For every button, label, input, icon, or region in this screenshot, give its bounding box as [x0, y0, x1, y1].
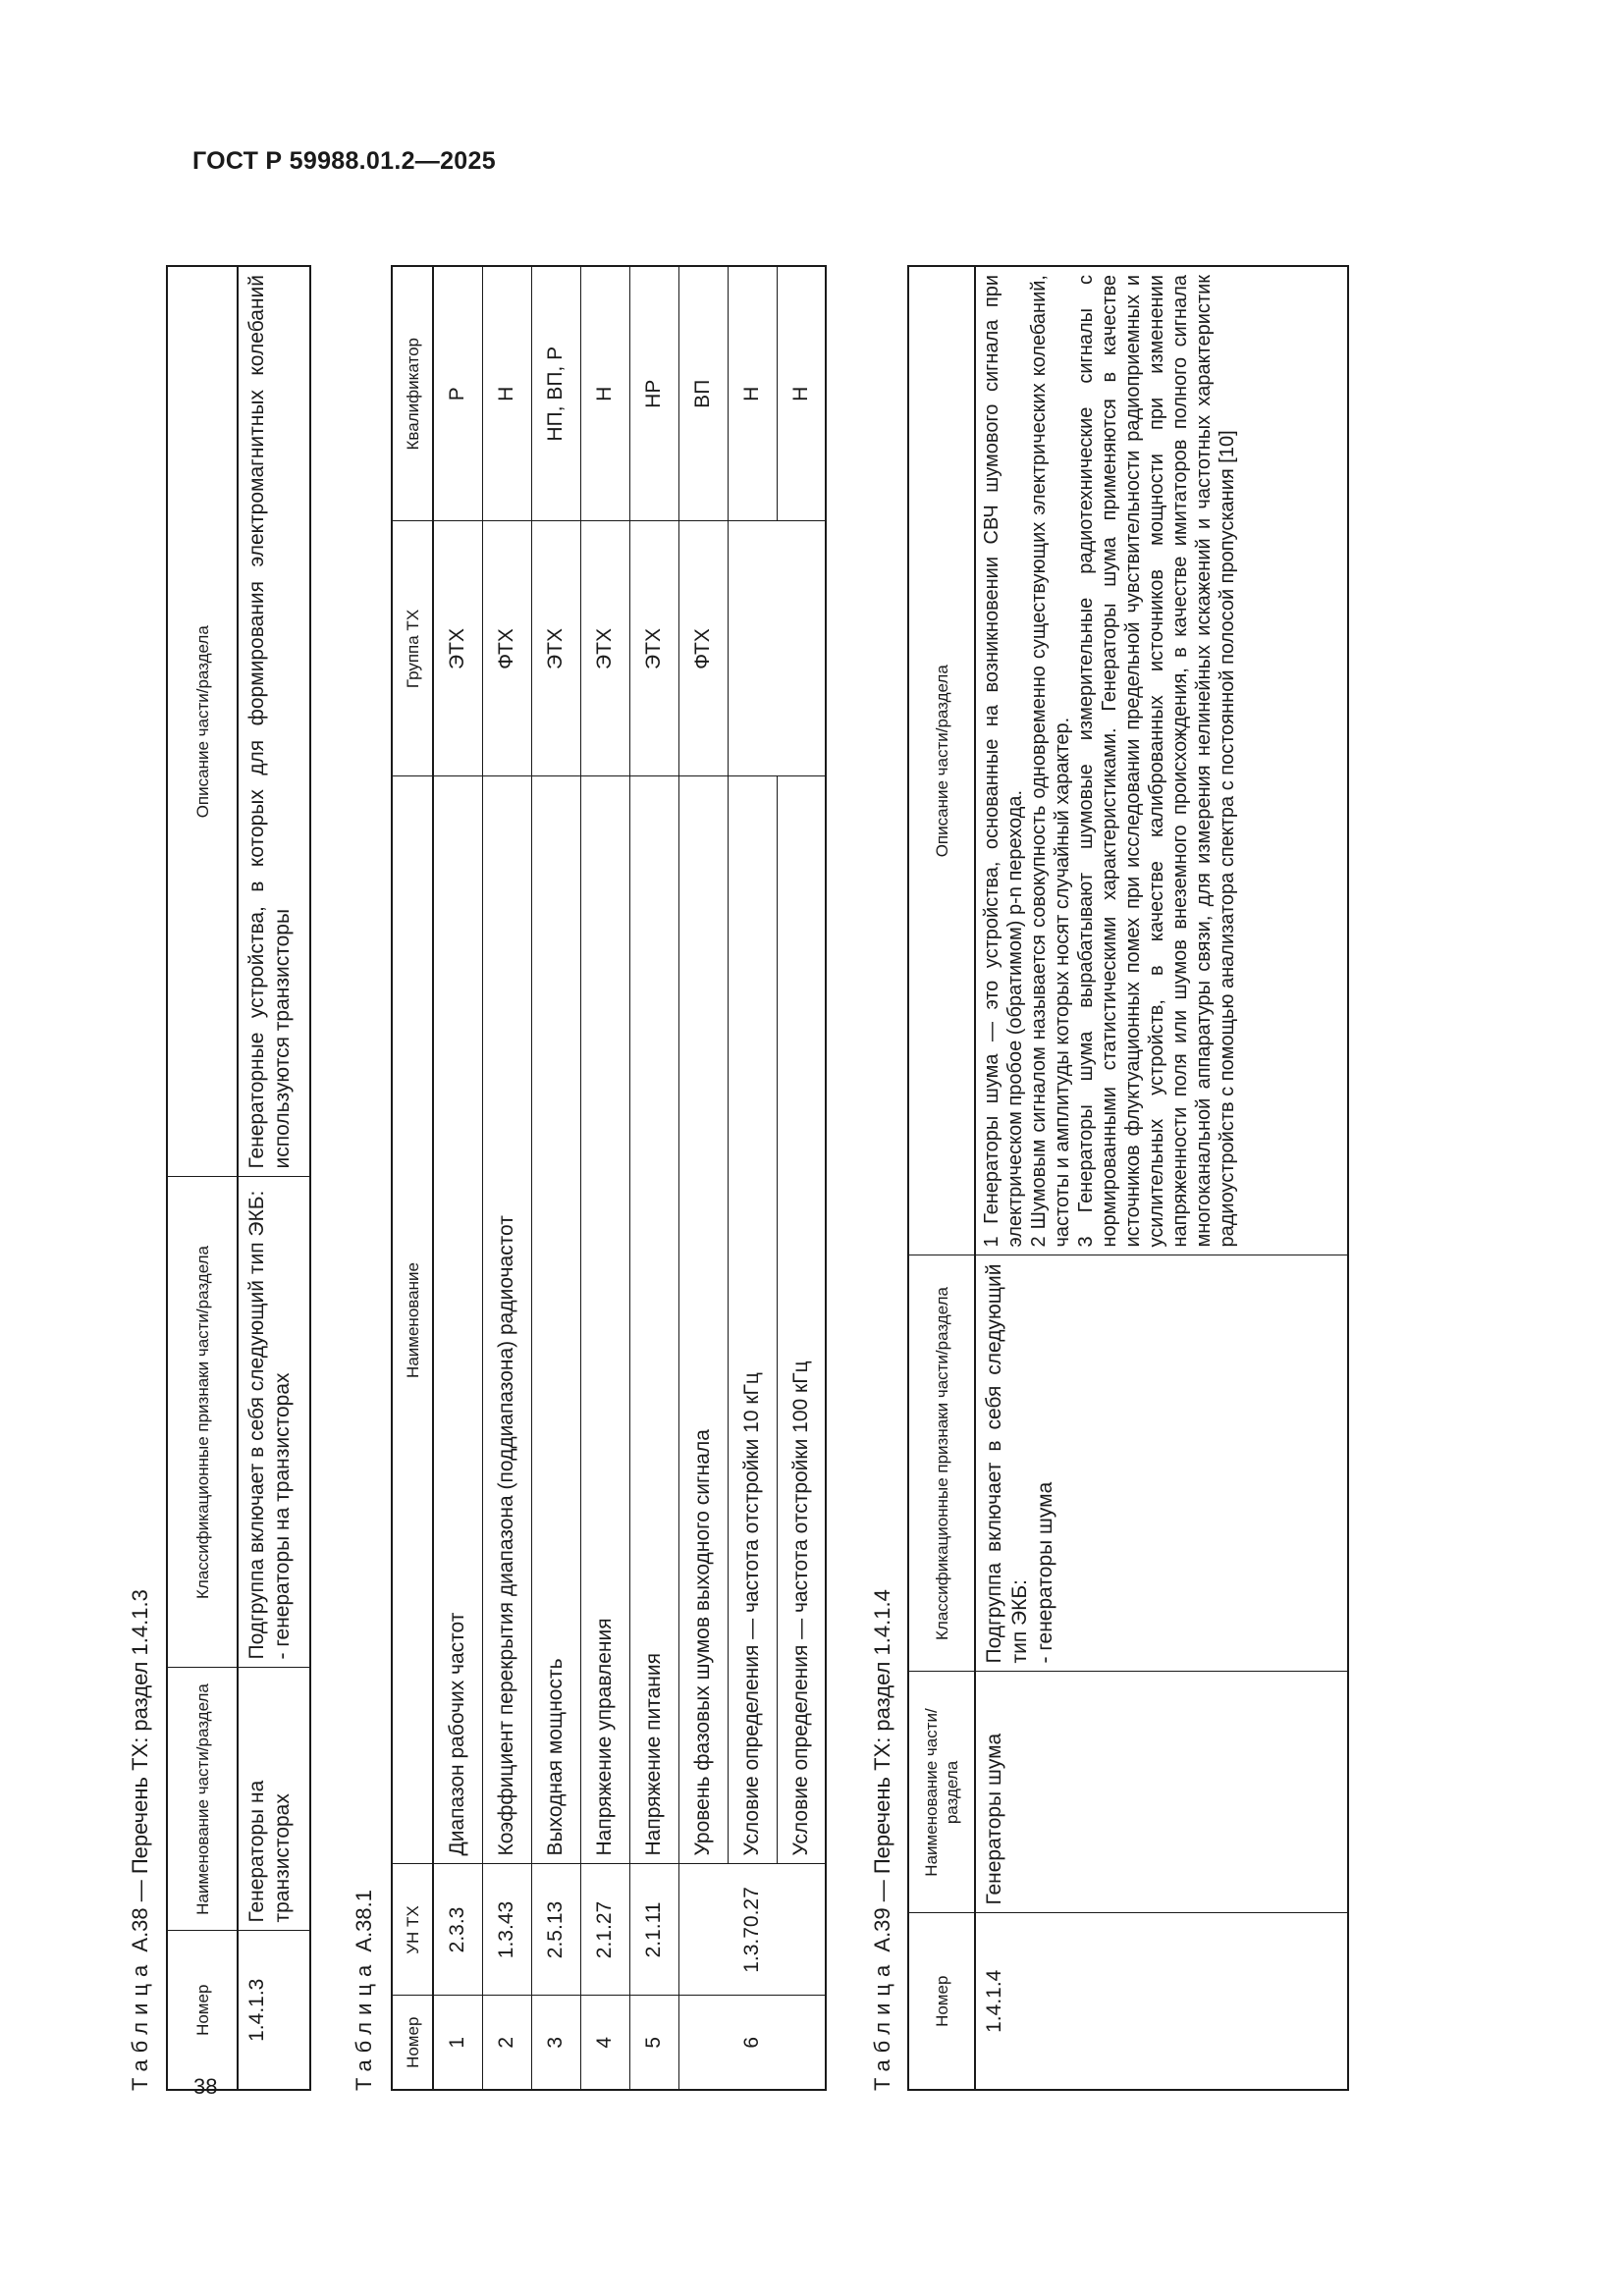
cell-qualifier: НР: [629, 266, 678, 521]
caption-text: А.39 — Перечень ТХ: раздел 1.4.1.4: [870, 1589, 894, 1952]
features-text: Подгруппа включает в себя следующий тип ЭКБ:: [983, 1263, 1031, 1664]
header-un-tx: УН ТХ: [392, 1864, 433, 1996]
cell-un-tx: 2.1.27: [580, 1864, 629, 1996]
description-paragraph-1: 1 Генераторы шума — это устройства, основанные на возникновении СВЧ шумового сигнала при электрическом пробое (обратимом) p-n перехода.: [981, 275, 1026, 1248]
cell-qualifier: Р: [433, 266, 482, 521]
table-row: [482, 266, 531, 2090]
header-name: Наименование: [392, 776, 433, 1864]
cell-group: ФТХ: [482, 521, 531, 776]
table-row: [728, 266, 777, 2090]
cell-number: 4: [580, 1996, 629, 2090]
cell-features: [238, 1177, 310, 1668]
header-features: Классификационные признаки части/раздела: [908, 1255, 975, 1672]
cell-un-tx: 2.5.13: [531, 1864, 580, 1996]
document-header: ГОСТ Р 59988.01.2—2025: [192, 147, 496, 175]
cell-features: [975, 1255, 1348, 1672]
caption-text: А.38.1: [352, 1890, 376, 1952]
cell-group: ЭТХ: [629, 521, 678, 776]
caption-prefix: Таблица: [128, 1957, 152, 2091]
table-a38-caption: [128, 1589, 153, 2091]
features-item: - генераторы на транзисторах: [271, 1372, 294, 1660]
table-row: [975, 266, 1348, 2090]
table-row: [580, 266, 629, 2090]
table-a38-1: [391, 265, 827, 2091]
cell-name: Выходная мощность: [531, 776, 580, 1864]
cell-number: 1.4.1.4: [975, 1913, 1348, 2090]
cell-name: Коэффициент перекрытия диапазона (поддиапазона) радиочастот: [482, 776, 531, 1864]
header-description: Описание части/раздела: [908, 266, 975, 1255]
table-header-row: [167, 266, 238, 2090]
caption-prefix: Таблица: [352, 1957, 376, 2091]
header-features: Классификационные признаки части/раздела: [167, 1177, 238, 1668]
page-number: 38: [193, 2074, 218, 2099]
cell-group: ЭТХ: [531, 521, 580, 776]
cell-name: Условие определения — частота отстройки 10 кГц: [728, 776, 777, 1864]
cell-un-tx: 2.3.3: [433, 1864, 482, 1996]
table-row: [629, 266, 678, 2090]
table-row: [678, 266, 728, 2090]
cell-un-tx: 2.1.11: [629, 1864, 678, 1996]
table-row: [238, 266, 310, 2090]
header-group-tx: Группа ТХ: [392, 521, 433, 776]
cell-number: 1.4.1.3: [238, 1931, 310, 2090]
cell-qualifier: НП, ВП, Р: [531, 266, 580, 521]
table-row: [433, 266, 482, 2090]
cell-qualifier: Н: [728, 266, 777, 521]
table-a39: [907, 265, 1349, 2091]
cell-description: [975, 266, 1348, 1255]
cell-qualifier: ВП: [678, 266, 728, 521]
features-text: Подгруппа включает в себя следующий тип ЭКБ:: [245, 1190, 268, 1660]
cell-name: Условие определения — частота отстройки 100 кГц: [777, 776, 826, 1864]
features-item: - генераторы шума: [1034, 1481, 1056, 1664]
cell-number: 2: [482, 1996, 531, 2090]
cell-qualifier: Н: [580, 266, 629, 521]
table-header-row: [908, 266, 975, 2090]
cell-un-tx: 1.3.70.27: [678, 1864, 826, 1996]
cell-number: 6: [678, 1996, 826, 2090]
table-row: [531, 266, 580, 2090]
cell-name: Генераторы шума: [975, 1672, 1348, 1913]
description-paragraph-3: 3 Генераторы шума вырабатывают шумовые измерительные радиотехнические сигналы с нормированными статистическими характеристиками. Генераторы шума применяются в качестве источников флуктуационных помех при исследовании предельной чувствительности радиоприемных и усилительных устройств, в качестве калиброванных источников мощности при изменении напряженности поля или шумов внеземного происхождения, в качестве имитаторов полного сигнала многоканальной аппаратуры связи, для измерения нелинейных искажений и частотных характеристик радиоустройств с помощью анализатора спектра с постоянной полосой пропускания [10]: [1075, 275, 1238, 1248]
header-number: Номер: [392, 1996, 433, 2090]
cell-group: ЭТХ: [580, 521, 629, 776]
cell-name: Напряжение питания: [629, 776, 678, 1864]
cell-number: 1: [433, 1996, 482, 2090]
header-description: Описание части/раздела: [167, 266, 238, 1177]
description-paragraph-2: 2 Шумовым сигналом называется совокупность одновременно существующих электрических колебаний, частоты и амплитуды которых носят случайный характер.: [1028, 275, 1073, 1248]
table-a39-caption: [870, 1589, 895, 2091]
caption-text: А.38 — Перечень ТХ: раздел 1.4.1.3: [128, 1589, 152, 1952]
cell-name: Генераторы на транзисторах: [238, 1668, 310, 1931]
rotated-page-content: [128, 157, 1487, 2091]
cell-group: ФТХ: [678, 521, 728, 776]
header-number: Номер: [908, 1913, 975, 2090]
cell-group: [728, 521, 826, 776]
cell-group: ЭТХ: [433, 521, 482, 776]
cell-name: Уровень фазовых шумов выходного сигнала: [678, 776, 728, 1864]
header-number: Номер: [167, 1931, 238, 2090]
cell-un-tx: 1.3.43: [482, 1864, 531, 1996]
cell-number: 3: [531, 1996, 580, 2090]
cell-number: 5: [629, 1996, 678, 2090]
table-a38: [166, 265, 311, 2091]
cell-name: Диапазон рабочих частот: [433, 776, 482, 1864]
header-name: Наименование части/раздела: [167, 1668, 238, 1931]
header-name: Наименование части/раздела: [908, 1672, 975, 1913]
table-header-row: [392, 266, 433, 2090]
cell-description: Генераторные устройства, в которых для формирования электромагнитных колебаний используются транзисторы: [238, 266, 310, 1177]
cell-qualifier: Н: [482, 266, 531, 521]
header-qualifier: Квалификатор: [392, 266, 433, 521]
cell-name: Напряжение управления: [580, 776, 629, 1864]
caption-prefix: Таблица: [870, 1957, 894, 2091]
cell-qualifier: Н: [777, 266, 826, 521]
table-a38-1-caption: [352, 1890, 377, 2091]
